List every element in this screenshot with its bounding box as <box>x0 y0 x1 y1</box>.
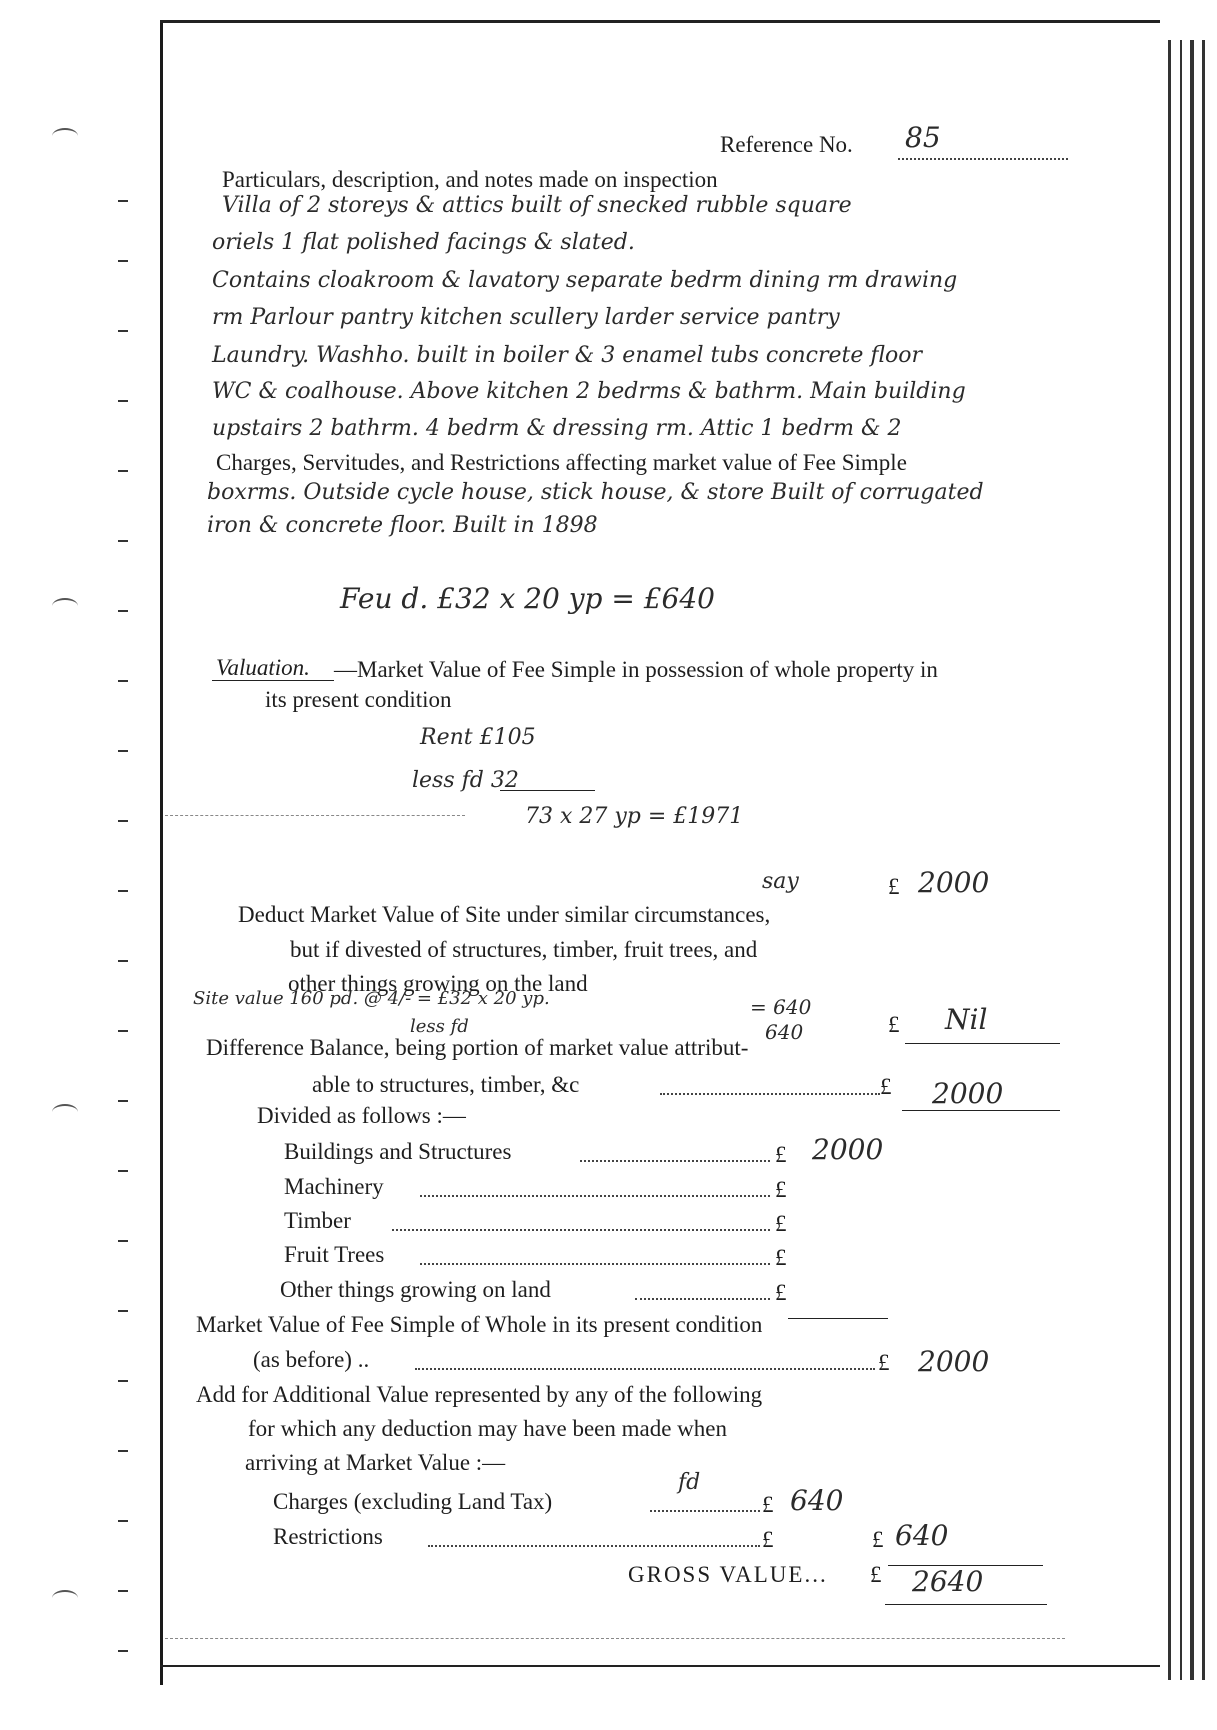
add-text: for which any deduction may have been made when <box>248 1416 727 1441</box>
division-label: Buildings and Structures <box>284 1139 512 1164</box>
division-pound-sign: £ <box>775 1177 787 1202</box>
deduct-amount: Nil <box>945 1003 988 1036</box>
description-line: upstairs 2 bathrm. 4 bedrm & dressing rm. Attic 1 bedrm & 2 <box>212 416 902 441</box>
say-note: say <box>762 869 799 894</box>
punch-hole-mark <box>52 128 78 144</box>
charges-pound-sign: £ <box>762 1492 774 1517</box>
rent-figure: Rent £105 <box>420 725 536 750</box>
faint-line <box>165 815 465 816</box>
less-fd-note: less fd <box>410 1016 469 1037</box>
division-label: Other things growing on land <box>280 1277 551 1302</box>
division-amount: 2000 <box>812 1133 884 1166</box>
charges-leader <box>650 1510 760 1512</box>
right-page-edge <box>1168 40 1171 1680</box>
difference-pound-sign: £ <box>880 1074 892 1099</box>
gross-value-pound-sign: £ <box>870 1562 882 1587</box>
right-page-edge <box>1180 40 1182 1680</box>
division-leader <box>635 1298 770 1300</box>
division-label: Machinery <box>284 1174 384 1199</box>
division-pound-sign: £ <box>775 1142 787 1167</box>
description-line: Laundry. Washho. built in boiler & 3 enamel tubs concrete floor <box>212 343 923 368</box>
description-line: WC & coalhouse. Above kitchen 2 bedrms & bathrm. Main building <box>212 379 966 404</box>
add-text: arriving at Market Value :— <box>245 1450 506 1475</box>
faint-line <box>165 1638 1065 1639</box>
description-line: rm Parlour pantry kitchen scullery larder service pantry <box>212 305 840 330</box>
restrictions-label: Restrictions <box>273 1524 383 1549</box>
division-pound-sign: £ <box>775 1211 787 1236</box>
punch-hole-mark <box>52 1590 78 1606</box>
market-whole-leader <box>415 1368 875 1370</box>
market-whole-text: (as before) .. <box>253 1347 370 1372</box>
gross-value-amount: 2640 <box>912 1565 984 1598</box>
less-feu-duty: less fd 32 <box>412 768 519 793</box>
charges-line: boxrms. Outside cycle house, stick house, & store Built of corrugated <box>207 480 984 505</box>
charges-amount: 640 <box>790 1484 844 1517</box>
charges-fd-note: fd <box>678 1470 701 1495</box>
net-rent-calculation: 73 x 27 yp = £1971 <box>525 804 744 829</box>
reference-dotted-line <box>898 158 1068 160</box>
punch-hole-mark <box>52 1104 78 1120</box>
restrictions-leader <box>428 1545 760 1547</box>
deduct-text: but if divested of structures, timber, fruit trees, and <box>290 937 758 962</box>
division-pound-sign: £ <box>775 1280 787 1305</box>
market-whole-text: Market Value of Fee Simple of Whole in its present condition <box>196 1312 763 1337</box>
valuation-amount: 2000 <box>918 866 990 899</box>
charges-line: iron & concrete floor. Built in 1898 <box>207 513 598 538</box>
left-page-border <box>160 20 163 1685</box>
market-whole-pound-sign: £ <box>878 1350 890 1375</box>
deduct-text: Deduct Market Value of Site under similar circumstances, <box>238 902 771 927</box>
difference-text: Difference Balance, being portion of market value attribut- <box>206 1035 749 1060</box>
gross-value-label: GROSS VALUE... <box>628 1562 828 1587</box>
particulars-heading: Particulars, description, and notes made on inspection <box>222 167 718 192</box>
reference-label: Reference No. <box>720 132 853 157</box>
punch-hole-mark <box>52 598 78 614</box>
right-page-edge <box>1190 40 1194 1680</box>
valuation-pound-sign: £ <box>888 874 900 899</box>
division-pound-sign: £ <box>775 1245 787 1270</box>
add-total-pound-sign: £ <box>872 1527 884 1552</box>
description-line: Villa of 2 storeys & attics built of snecked rubble square <box>222 193 852 218</box>
reference-number: 85 <box>905 121 941 154</box>
bottom-page-border <box>160 1665 1160 1667</box>
difference-amount: 2000 <box>932 1077 1004 1110</box>
restrictions-pound-sign: £ <box>762 1527 774 1552</box>
site-value-note: Site value 160 pd. @ 4/- = £32 x 20 yp. <box>193 988 550 1009</box>
charges-heading: Charges, Servitudes, and Restrictions affecting market value of Fee Simple <box>216 450 907 475</box>
gross-value-rule <box>885 1604 1047 1605</box>
division-leader <box>420 1263 770 1265</box>
feu-duty-calculation: Feu d. £32 x 20 yp = £640 <box>340 582 715 615</box>
difference-leader <box>660 1093 880 1095</box>
description-line: Contains cloakroom & lavatory separate bedrm dining rm drawing <box>212 268 958 293</box>
subtraction-rule <box>500 790 595 791</box>
add-total-amount: 640 <box>895 1519 949 1552</box>
market-whole-amount: 2000 <box>918 1345 990 1378</box>
valuation-underline <box>212 680 334 681</box>
valuation-text: —Market Value of Fee Simple in possession of whole property in <box>334 657 938 682</box>
top-page-border <box>160 20 1160 23</box>
valuation-heading: Valuation. <box>216 655 310 680</box>
division-leader <box>580 1160 770 1162</box>
divided-heading: Divided as follows :— <box>257 1103 466 1128</box>
valuation-text: its present condition <box>265 687 452 712</box>
deduct-rule <box>905 1043 1060 1044</box>
site-value-result: = 640 <box>750 995 812 1019</box>
division-label: Fruit Trees <box>284 1242 385 1267</box>
deduct-pound-sign: £ <box>888 1012 900 1037</box>
division-leader <box>420 1195 770 1197</box>
site-value-less: 640 <box>765 1020 804 1044</box>
difference-rule <box>902 1110 1060 1111</box>
deduct-text: other things growing on the land <box>288 971 588 996</box>
division-total-rule <box>788 1318 888 1319</box>
division-label: Timber <box>284 1208 351 1233</box>
difference-text: able to structures, timber, &c <box>312 1072 580 1097</box>
division-leader <box>392 1229 770 1231</box>
charges-label: Charges (excluding Land Tax) <box>273 1489 553 1514</box>
right-page-edge <box>1202 40 1205 1680</box>
description-line: oriels 1 flat polished facings & slated. <box>212 230 635 255</box>
add-text: Add for Additional Value represented by any of the following <box>196 1382 763 1407</box>
